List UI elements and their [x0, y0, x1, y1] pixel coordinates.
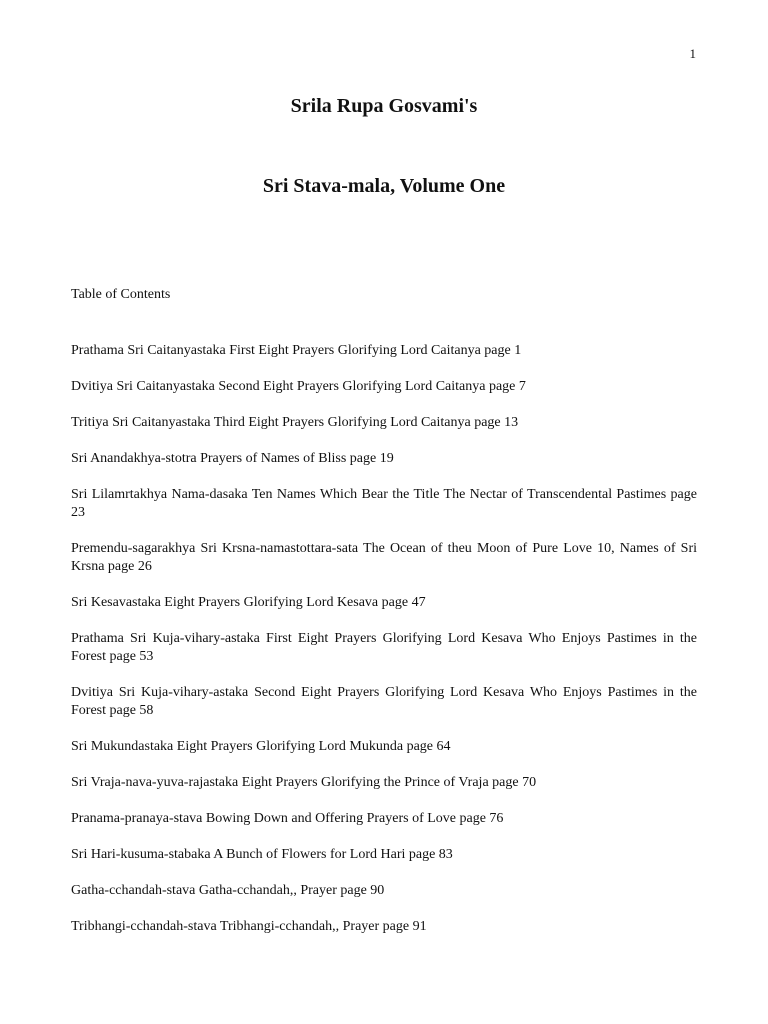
document-title: Srila Rupa Gosvami's — [290, 95, 478, 117]
toc-entry: Prathama Sri Kuja-vihary-astaka First Eight Prayers Glorifying Lord Kesava Who Enjoys Pastimes in the Forest page 53 — [71, 631, 697, 664]
toc-entry: Tribhangi-cchandah-stava Tribhangi-cchandah,, Prayer page 91 — [71, 919, 427, 934]
toc-entry: Sri Anandakhya-stotra Prayers of Names of Bliss page 19 — [71, 451, 394, 466]
toc-entry: Premendu-sagarakhya Sri Krsna-namastottara-sata The Ocean of theu Moon of Pure Love 10, Names of Sri Krsna page 26 — [71, 541, 697, 574]
toc-entry: Pranama-pranaya-stava Bowing Down and Offering Prayers of Love page 76 — [71, 811, 504, 826]
toc-entry: Dvitiya Sri Kuja-vihary-astaka Second Eight Prayers Glorifying Lord Kesava Who Enjoys Pastimes in the Forest page 58 — [71, 685, 697, 718]
toc-entry: Sri Mukundastaka Eight Prayers Glorifying Lord Mukunda page 64 — [71, 739, 451, 754]
toc-entry: Sri Vraja-nava-yuva-rajastaka Eight Prayers Glorifying the Prince of Vraja page 70 — [71, 775, 537, 790]
document-subtitle: Sri Stava-mala, Volume One — [262, 175, 506, 197]
table-of-contents — [71, 342, 697, 954]
page-number: 1 — [689, 46, 696, 61]
toc-entry: Tritiya Sri Caitanyastaka Third Eight Prayers Glorifying Lord Caitanya page 13 — [71, 415, 519, 430]
toc-entry: Sri Hari-kusuma-stabaka A Bunch of Flowers for Lord Hari page 83 — [71, 847, 453, 862]
toc-entry: Gatha-cchandah-stava Gatha-cchandah,, Prayer page 90 — [71, 883, 385, 898]
toc-entry: Dvitiya Sri Caitanyastaka Second Eight Prayers Glorifying Lord Caitanya page 7 — [71, 379, 526, 394]
toc-entry: Sri Lilamrtakhya Nama-dasaka Ten Names Which Bear the Title The Nectar of Transcendental Pastimes page 23 — [71, 487, 697, 520]
toc-entry: Prathama Sri Caitanyastaka First Eight Prayers Glorifying Lord Caitanya page 1 — [71, 343, 522, 358]
toc-entry: Sri Kesavastaka Eight Prayers Glorifying Lord Kesava page 47 — [71, 595, 426, 610]
toc-heading: Table of Contents — [71, 287, 171, 302]
